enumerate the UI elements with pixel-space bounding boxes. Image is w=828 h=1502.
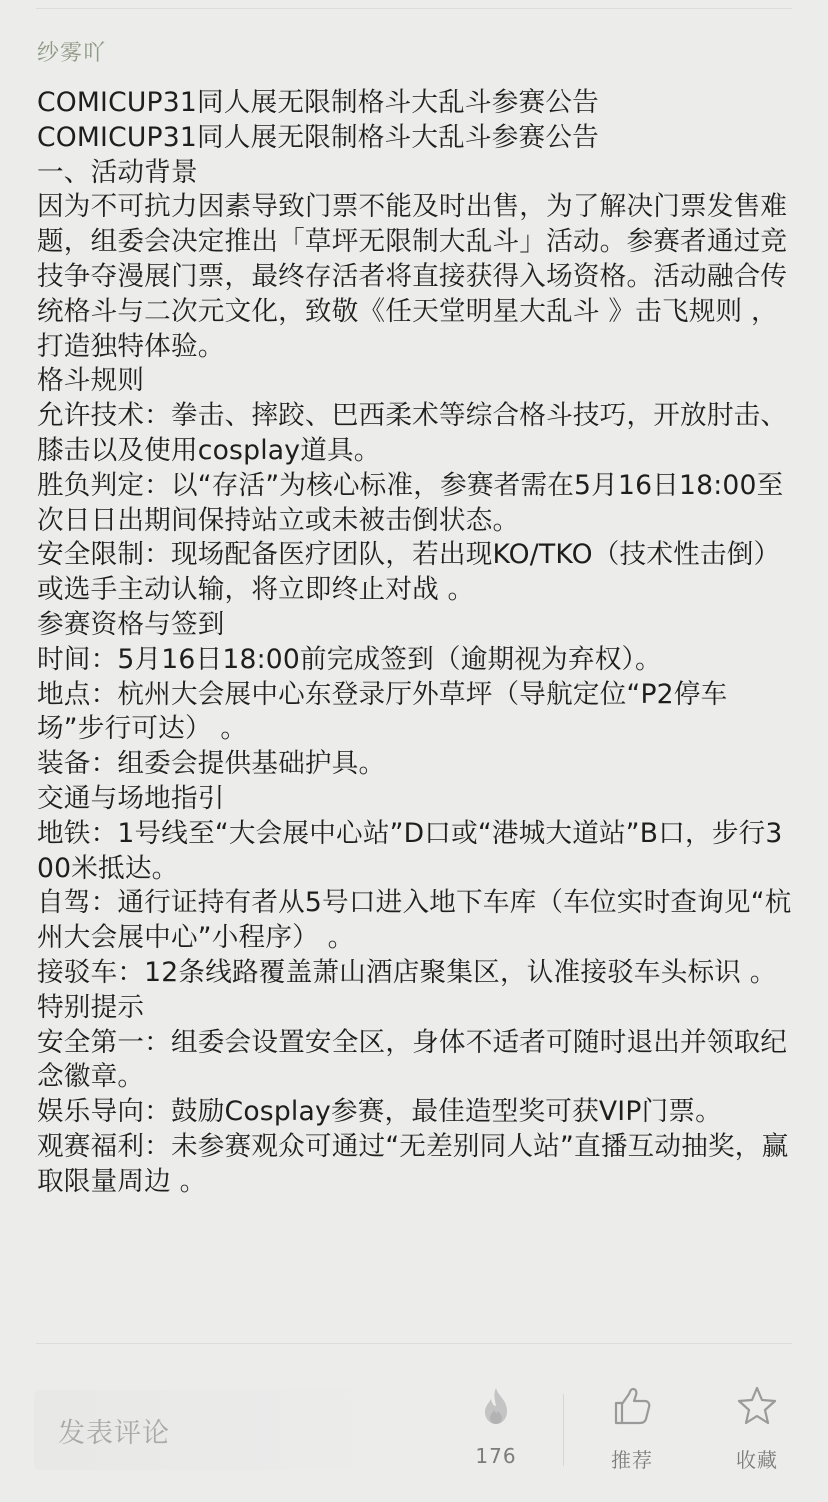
post-line: 装备：组委会提供基础护具。 [37, 748, 386, 780]
recommend-label: 推荐 [611, 1448, 653, 1472]
post-line: 特别提示 [37, 991, 145, 1023]
favorite-label: 收藏 [736, 1448, 778, 1472]
post-line: 安全第一：组委会设置安全区，身体不适者可随时退出并领取纪念徽章。 [37, 1026, 788, 1093]
author-name[interactable]: 纱雾吖 [37, 41, 107, 66]
post-line: 娱乐导向：鼓励Cosplay参赛，最佳造型奖可获VIP门票。 [37, 1096, 722, 1128]
heat-count: 176 [475, 1444, 517, 1468]
favorite-button[interactable] [712, 1384, 802, 1473]
thumbs-up-icon [610, 1384, 654, 1428]
post-line: 时间：5月16日18:00前完成签到（逾期视为弃权）。 [37, 643, 662, 675]
post-line: 一、活动背景 [37, 156, 198, 188]
post-body [37, 86, 792, 1200]
post-line: 接驳车：12条线路覆盖萧山酒店聚集区，认准接驳车头标识 。 [37, 956, 777, 988]
action-divider [563, 1394, 564, 1466]
comment-input[interactable] [34, 1390, 432, 1470]
post-line: 参赛资格与签到 [37, 608, 225, 640]
post-line: 安全限制：现场配备医疗团队，若出现KO/TKO（技术性击倒）或选手主动认输，将立即终止对战 。 [37, 539, 781, 606]
post-line: COMICUP31同人展无限制格斗大乱斗参赛公告 [37, 121, 599, 153]
post-line: 观赛福利：未参赛观众可通过“无差别同人站”直播互动抽奖，赢取限量周边 。 [37, 1130, 789, 1197]
star-icon [735, 1384, 779, 1428]
top-divider [36, 8, 792, 9]
flame-icon [474, 1384, 518, 1428]
post-line: 交通与场地指引 [37, 782, 225, 814]
post-line: 格斗规则 [37, 365, 145, 397]
post-line: 自驾：通行证持有者从5号口进入地下车库（车位实时查询见“杭州大会展中心”小程序） 。 [37, 887, 792, 954]
post-line: 地点：杭州大会展中心东登录厅外草坪（导航定位“P2停车场”步行可达） 。 [37, 678, 728, 745]
post-line: COMICUP31同人展无限制格斗大乱斗参赛公告 [37, 87, 599, 118]
bottom-action-bar [0, 1344, 828, 1502]
heat-button[interactable] [451, 1384, 541, 1468]
post-line: 地铁：1号线至“大会展中心站”D口或“港城大道站”B口，步行300米抵达。 [37, 817, 783, 884]
post-line: 因为不可抗力因素导致门票不能及时出售，为了解决门票发售难题，组委会决定推出「草坪无限制大乱斗」活动。参赛者通过竞技争夺漫展门票，最终存活者将直接获得入场资格。活动融合传统格斗与二次元文化，致敬《任天堂明星大乱斗 》击飞规则 ，打造独特体验。 [37, 191, 788, 362]
post-line: 胜负判定：以“存活”为核心标准，参赛者需在5月16日18:00至次日日出期间保持站立或未被击倒状态。 [37, 469, 784, 536]
comment-placeholder: 发表评论 [58, 1417, 170, 1449]
post-line: 允许技术：拳击、摔跤、巴西柔术等综合格斗技巧，开放肘击、膝击以及使用cosplay道具。 [37, 400, 788, 466]
recommend-button[interactable] [587, 1384, 677, 1473]
